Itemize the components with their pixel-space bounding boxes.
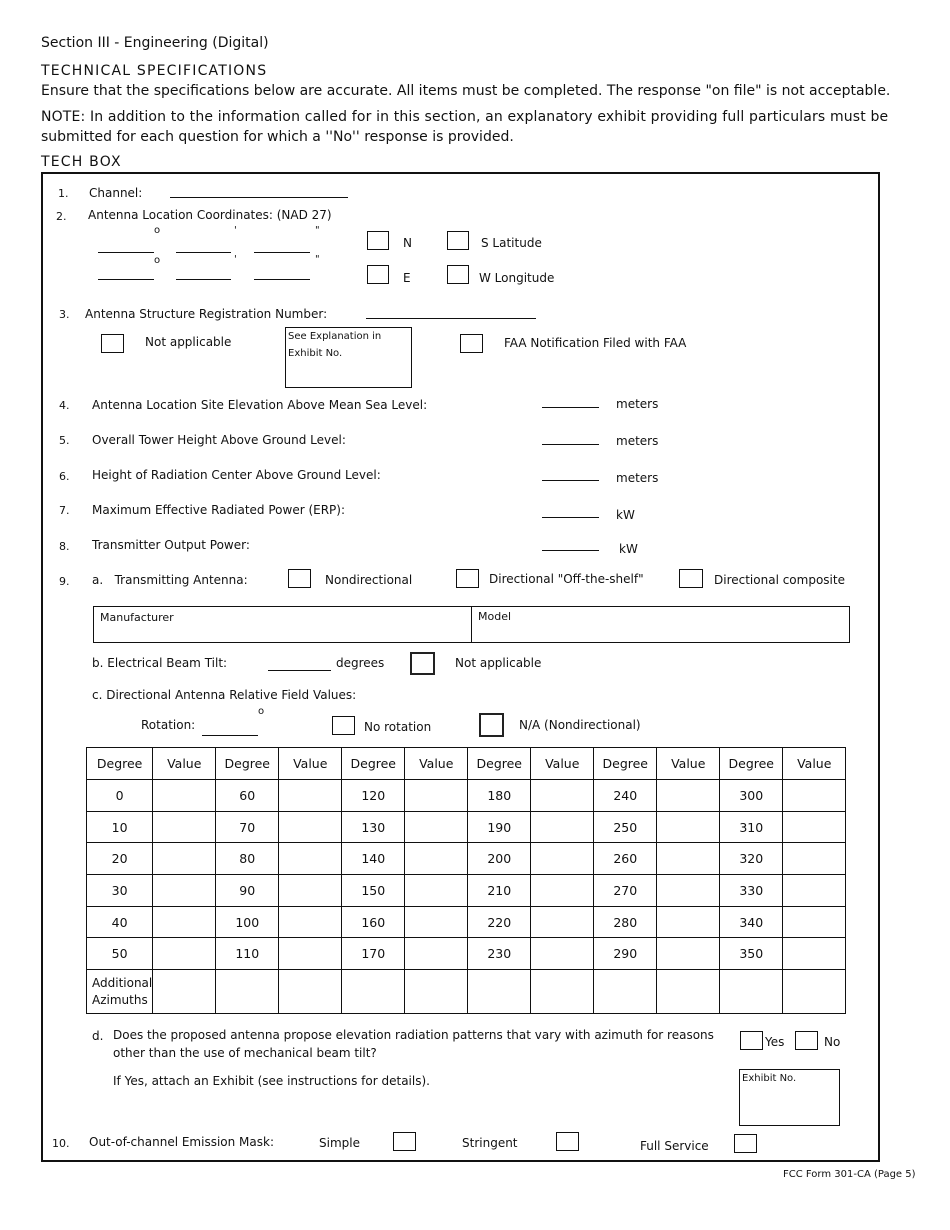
value-cell[interactable] (405, 938, 468, 970)
not-applicable-checkbox[interactable] (101, 334, 124, 353)
directional-shelf-checkbox[interactable] (456, 569, 479, 588)
value-cell[interactable] (405, 875, 468, 907)
q5-label: Overall Tower Height Above Ground Level: (92, 433, 346, 447)
beam-tilt-not-applicable-label: Not applicable (455, 656, 542, 670)
value-cell[interactable] (531, 780, 594, 812)
q2-label: Antenna Location Coordinates: (NAD 27) (88, 208, 332, 222)
q3-number: 3. (59, 308, 70, 321)
degree-cell: 120 (342, 780, 405, 812)
s-latitude-checkbox[interactable] (447, 231, 469, 250)
degree-cell: 40 (87, 906, 153, 938)
degree-cell: 230 (468, 938, 531, 970)
value-cell[interactable] (279, 875, 342, 907)
degree-cell: 340 (720, 906, 783, 938)
q9d-line-2: other than the use of mechanical beam tilt? (113, 1046, 377, 1060)
degree-cell: 140 (342, 843, 405, 875)
faa-checkbox[interactable] (460, 334, 483, 353)
exhibit-box[interactable] (739, 1069, 840, 1126)
additional-line-2: Azimuths (92, 992, 148, 1007)
channel-input[interactable] (170, 197, 348, 198)
degree-cell: 10 (87, 811, 153, 843)
see-explanation-box[interactable] (285, 327, 412, 388)
value-cell[interactable] (405, 811, 468, 843)
value-cell[interactable] (657, 843, 720, 875)
additional-line-1: Additional (92, 975, 153, 990)
transmitter-power-input[interactable] (542, 550, 599, 551)
value-cell[interactable] (531, 938, 594, 970)
degree-cell: 0 (87, 780, 153, 812)
table-header-row (87, 748, 846, 780)
q6-label: Height of Radiation Center Above Ground Level: (92, 468, 381, 482)
minute-mark: ' (234, 225, 237, 236)
no-rotation-checkbox[interactable] (332, 716, 355, 735)
degree-cell: 100 (216, 906, 279, 938)
instructions: Ensure that the specifications below are accurate. All items must be completed. The response "on file" is not acceptable. (41, 83, 891, 99)
no-rotation-label: No rotation (364, 720, 432, 734)
degree-header: Degree (87, 748, 153, 780)
degree-cell: 130 (342, 811, 405, 843)
lat-degrees-input[interactable] (98, 252, 154, 253)
value-cell[interactable] (279, 811, 342, 843)
degree-cell: 80 (216, 843, 279, 875)
value-cell[interactable] (405, 906, 468, 938)
table-row (87, 780, 846, 812)
value-cell[interactable] (153, 843, 216, 875)
value-cell[interactable] (405, 970, 468, 1014)
q10-number: 10. (52, 1137, 70, 1150)
degree-header: Degree (342, 748, 405, 780)
degree-cell: 110 (216, 938, 279, 970)
model-input[interactable] (472, 608, 848, 641)
degree-mark: o (154, 255, 161, 266)
q5-unit: meters (616, 434, 659, 448)
beam-tilt-not-applicable-checkbox[interactable] (410, 652, 435, 675)
degree-cell: 300 (720, 780, 783, 812)
q9d-line-1: Does the proposed antenna propose elevation radiation patterns that vary with azimuth for reasons (113, 1028, 714, 1042)
value-cell[interactable] (657, 780, 720, 812)
table-row (87, 811, 846, 843)
value-header: Value (279, 748, 342, 780)
table-row (87, 938, 846, 970)
section-title: Section III - Engineering (Digital) (41, 35, 269, 51)
erp-input[interactable] (542, 517, 599, 518)
q8-unit: kW (619, 542, 638, 556)
degree-cell: 160 (342, 906, 405, 938)
value-cell[interactable] (531, 843, 594, 875)
value-header: Value (783, 748, 846, 780)
q9a-label: a. Transmitting Antenna: (92, 573, 248, 587)
value-cell[interactable] (720, 970, 783, 1014)
degree-cell: 60 (216, 780, 279, 812)
value-cell[interactable] (216, 970, 279, 1014)
q3-label: Antenna Structure Registration Number: (85, 307, 328, 321)
lat-minutes-input[interactable] (176, 252, 231, 253)
value-cell[interactable] (783, 938, 846, 970)
value-cell[interactable] (153, 906, 216, 938)
lon-seconds-input[interactable] (254, 279, 310, 280)
value-header: Value (657, 748, 720, 780)
directional-composite-checkbox[interactable] (679, 569, 703, 588)
na-nondirectional-checkbox[interactable] (479, 713, 504, 737)
yes-checkbox[interactable] (740, 1031, 763, 1050)
value-cell[interactable] (279, 938, 342, 970)
see-explanation-line-1: See Explanation in (288, 331, 382, 342)
value-cell[interactable] (153, 875, 216, 907)
q1-label: Channel: (89, 186, 143, 200)
degree-cell: 320 (720, 843, 783, 875)
value-cell[interactable] (342, 970, 405, 1014)
table-row (87, 843, 846, 875)
manufacturer-label: Manufacturer (100, 611, 174, 624)
degree-cell: 260 (594, 843, 657, 875)
second-mark: " (315, 225, 320, 236)
value-cell[interactable] (783, 875, 846, 907)
value-cell[interactable] (531, 811, 594, 843)
additional-azimuths-label (87, 970, 153, 1014)
value-cell[interactable] (153, 780, 216, 812)
value-cell[interactable] (531, 970, 594, 1014)
value-cell[interactable] (279, 970, 342, 1014)
faa-label: FAA Notification Filed with FAA (504, 336, 687, 350)
lat-seconds-input[interactable] (254, 252, 310, 253)
n-label: N (403, 236, 412, 250)
value-cell[interactable] (783, 843, 846, 875)
value-cell[interactable] (153, 938, 216, 970)
degree-cell: 200 (468, 843, 531, 875)
value-cell[interactable] (657, 875, 720, 907)
relative-field-table (86, 747, 846, 1014)
elevation-input[interactable] (542, 407, 599, 408)
degree-header: Degree (468, 748, 531, 780)
degree-cell: 290 (594, 938, 657, 970)
minute-mark: ' (234, 254, 237, 265)
value-cell[interactable] (405, 780, 468, 812)
value-cell[interactable] (531, 875, 594, 907)
w-longitude-label: W Longitude (479, 271, 555, 285)
q7-number: 7. (59, 504, 70, 517)
nondirectional-label: Nondirectional (325, 573, 413, 587)
tech-specs-heading: TECHNICAL SPECIFICATIONS (41, 63, 268, 79)
value-header: Value (405, 748, 468, 780)
q9c-label: c. Directional Antenna Relative Field Values: (92, 688, 357, 702)
q9d-line-3: If Yes, attach an Exhibit (see instructions for details). (113, 1074, 430, 1088)
directional-composite-label: Directional composite (714, 573, 845, 587)
n-checkbox[interactable] (367, 231, 389, 250)
e-checkbox[interactable] (367, 265, 389, 284)
q8-label: Transmitter Output Power: (92, 538, 250, 552)
note-line-2: submitted for each question for which a ''No'' response is provided. (41, 129, 514, 145)
radiation-center-input[interactable] (542, 480, 599, 481)
degree-cell: 250 (594, 811, 657, 843)
q5-number: 5. (59, 434, 70, 447)
beam-tilt-input[interactable] (268, 670, 331, 671)
q6-unit: meters (616, 471, 659, 485)
value-cell[interactable] (531, 906, 594, 938)
note-line-1: NOTE: In addition to the information called for in this section, an explanatory exhibit providing full particulars must be (41, 109, 889, 125)
w-longitude-checkbox[interactable] (447, 265, 469, 284)
q8-number: 8. (59, 540, 70, 553)
lon-minutes-input[interactable] (176, 279, 231, 280)
degree-cell: 210 (468, 875, 531, 907)
model-label: Model (478, 610, 512, 623)
q10-label: Out-of-channel Emission Mask: (89, 1135, 275, 1149)
q4-number: 4. (59, 399, 70, 412)
degree-cell: 280 (594, 906, 657, 938)
manufacturer-input[interactable] (95, 608, 469, 641)
value-cell[interactable] (405, 843, 468, 875)
value-cell[interactable] (279, 780, 342, 812)
tech-box-label: TECH BOX (41, 154, 122, 170)
table-row (87, 906, 846, 938)
no-label: No (824, 1035, 841, 1049)
simple-checkbox[interactable] (393, 1132, 416, 1151)
value-cell[interactable] (657, 970, 720, 1014)
value-cell[interactable] (279, 906, 342, 938)
table-row (87, 875, 846, 907)
value-cell[interactable] (783, 811, 846, 843)
lon-degrees-input[interactable] (98, 279, 154, 280)
exhibit-no-label: Exhibit No. (742, 1073, 797, 1084)
degrees-label: degrees (336, 656, 385, 670)
q9b-label: b. Electrical Beam Tilt: (92, 656, 228, 670)
directional-shelf-label: Directional "Off-the-shelf" (489, 572, 644, 586)
value-cell[interactable] (153, 970, 216, 1014)
degree-cell: 220 (468, 906, 531, 938)
stringent-checkbox[interactable] (556, 1132, 579, 1151)
value-cell[interactable] (783, 906, 846, 938)
e-label: E (403, 271, 411, 285)
degree-cell: 50 (87, 938, 153, 970)
degree-header: Degree (216, 748, 279, 780)
full-service-label: Full Service (640, 1139, 709, 1153)
value-header: Value (531, 748, 594, 780)
na-nondirectional-label: N/A (Nondirectional) (519, 718, 641, 732)
asr-number-input[interactable] (366, 318, 536, 319)
q2-number: 2. (56, 210, 67, 223)
value-cell[interactable] (468, 970, 531, 1014)
value-cell[interactable] (279, 843, 342, 875)
q6-number: 6. (59, 470, 70, 483)
degree-cell: 150 (342, 875, 405, 907)
degree-cell: 310 (720, 811, 783, 843)
yes-label: Yes (765, 1035, 785, 1049)
q4-unit: meters (616, 397, 659, 411)
rotation-label: Rotation: (141, 718, 196, 732)
value-cell[interactable] (594, 970, 657, 1014)
rotation-degree-mark: o (258, 706, 265, 717)
degree-cell: 70 (216, 811, 279, 843)
value-cell[interactable] (783, 780, 846, 812)
degree-cell: 330 (720, 875, 783, 907)
form-id: FCC Form 301-CA (Page 5) (783, 1169, 916, 1180)
tower-height-input[interactable] (542, 444, 599, 445)
degree-cell: 90 (216, 875, 279, 907)
second-mark: " (315, 254, 320, 265)
value-cell[interactable] (657, 938, 720, 970)
q1-number: 1. (58, 187, 69, 200)
degree-cell: 180 (468, 780, 531, 812)
q7-unit: kW (616, 508, 635, 522)
see-explanation-line-2: Exhibit No. (288, 348, 343, 359)
degree-header: Degree (720, 748, 783, 780)
degree-cell: 270 (594, 875, 657, 907)
q4-label: Antenna Location Site Elevation Above Mean Sea Level: (92, 398, 428, 412)
value-cell[interactable] (657, 811, 720, 843)
degree-mark: o (154, 225, 161, 236)
q7-label: Maximum Effective Radiated Power (ERP): (92, 503, 346, 517)
stringent-label: Stringent (462, 1136, 518, 1150)
degree-cell: 20 (87, 843, 153, 875)
degree-header: Degree (594, 748, 657, 780)
degree-cell: 350 (720, 938, 783, 970)
degree-cell: 190 (468, 811, 531, 843)
full-service-checkbox[interactable] (734, 1134, 757, 1153)
degree-cell: 240 (594, 780, 657, 812)
s-latitude-label: S Latitude (481, 236, 542, 250)
no-checkbox[interactable] (795, 1031, 818, 1050)
simple-label: Simple (319, 1136, 360, 1150)
value-header: Value (153, 748, 216, 780)
q9d-prefix: d. (92, 1029, 104, 1043)
value-cell[interactable] (783, 970, 846, 1014)
degree-cell: 170 (342, 938, 405, 970)
q9-number: 9. (59, 575, 70, 588)
value-cell[interactable] (153, 811, 216, 843)
additional-azimuths-row (87, 970, 846, 1014)
degree-cell: 30 (87, 875, 153, 907)
value-cell[interactable] (657, 906, 720, 938)
nondirectional-checkbox[interactable] (288, 569, 311, 588)
not-applicable-label: Not applicable (145, 335, 232, 349)
rotation-input[interactable] (202, 735, 258, 736)
